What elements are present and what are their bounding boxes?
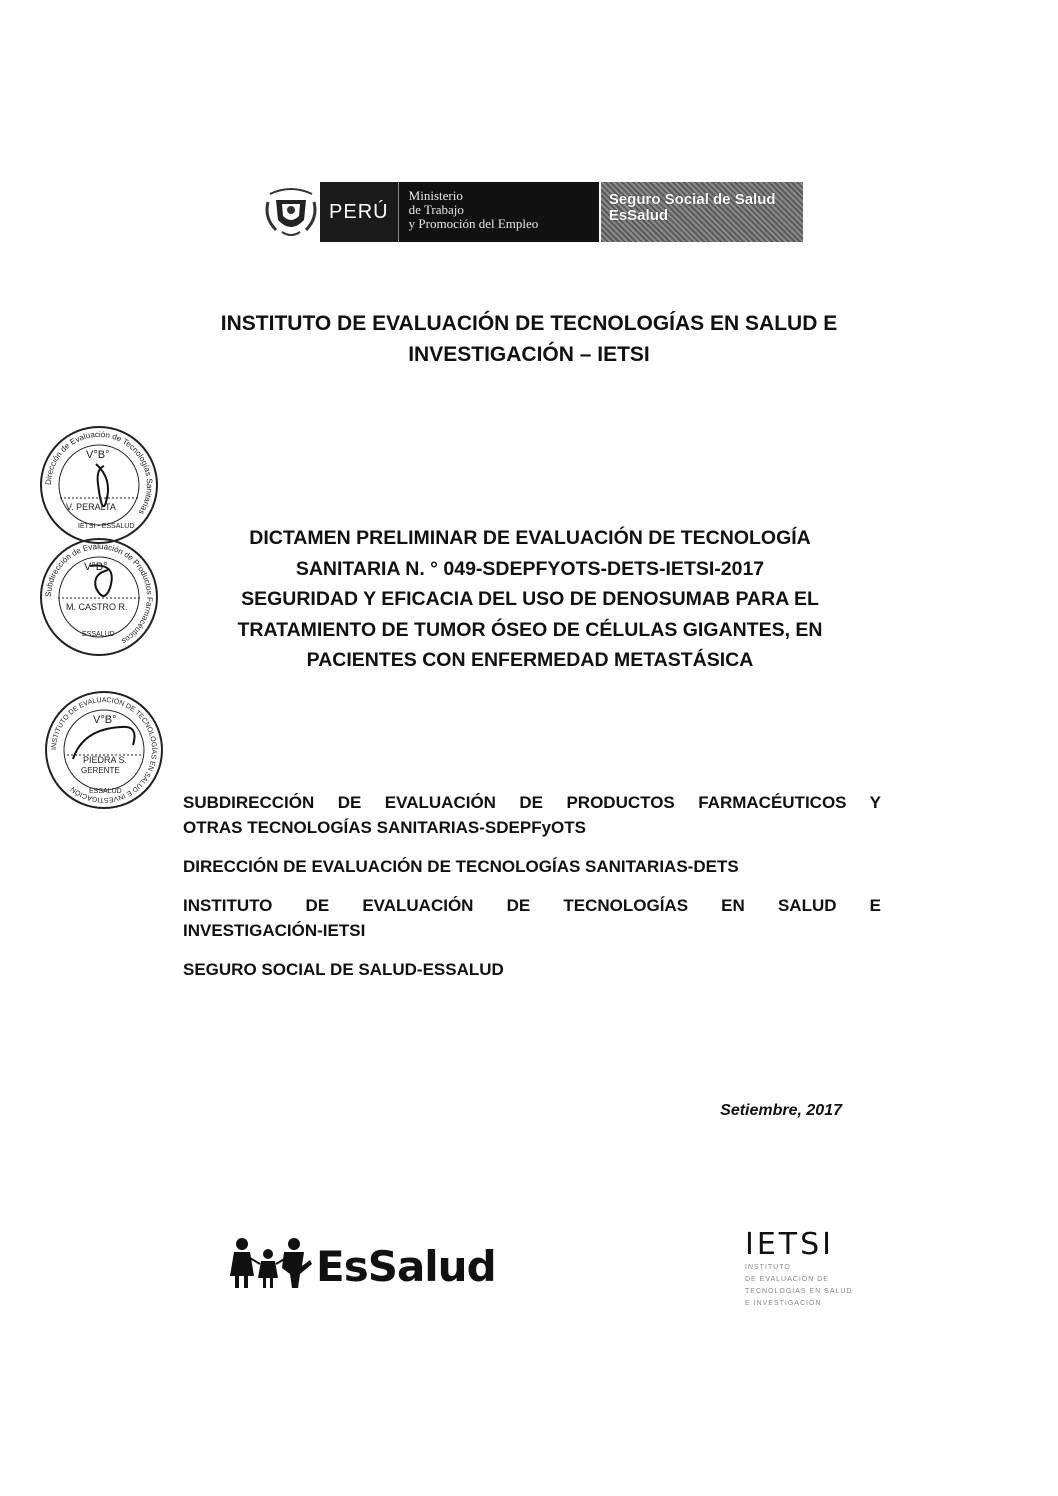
stamp-ring-text: Subdirección de Evaluación de Productos Farmacéuticos (43, 541, 155, 646)
ietsi-subtitle-line: DE EVALUACIÓN DE (745, 1276, 829, 1283)
stamp-vb: V°B° (93, 714, 117, 726)
stamp-role: GERENTE (81, 766, 120, 775)
ministry-line: de Trabajo (408, 202, 464, 217)
ietsi-wordmark: IETSI (745, 1227, 835, 1262)
department-line: INVESTIGACIÓN-IETSI (183, 921, 366, 940)
ministry-label (398, 182, 599, 242)
departments-list (183, 790, 881, 996)
stamp-vb: V°B° (86, 449, 110, 461)
document-title-line: TRATAMIENTO DE TUMOR ÓSEO DE CÉLULAS GIGANTES, EN (237, 618, 823, 641)
department-item (183, 957, 881, 982)
document-date: Setiembre, 2017 (720, 1102, 842, 1119)
stamp-bottom: IETSI - ESSALUD (78, 523, 135, 530)
department-item (183, 893, 881, 943)
stamp-ring-text: Dirección de Evaluación de Tecnologías Sanitarias (43, 429, 155, 517)
institute-title (150, 308, 908, 370)
ietsi-subtitle-line: E INVESTIGACIÓN (745, 1300, 822, 1307)
ietsi-subtitle-line: INSTITUTO (745, 1264, 791, 1271)
government-banner (262, 182, 803, 242)
ietsi-logo (745, 1227, 855, 1308)
essalud-wordmark: EsSalud (316, 1242, 496, 1291)
approval-stamp (43, 689, 165, 811)
stamp-ring-text: INSTITUTO DE EVALUACIÓN DE TECNOLOGÍAS EN SALUD E INVESTIGACIÓN (50, 696, 158, 804)
family-icon (228, 1236, 312, 1288)
approval-stamp (38, 536, 160, 658)
coat-of-arms-icon (262, 182, 320, 242)
stamp-name: V. PERALTA (66, 502, 116, 512)
department-item (183, 790, 881, 840)
essalud-logo (228, 1222, 496, 1291)
document-title-line: DICTAMEN PRELIMINAR DE EVALUACIÓN DE TECNOLOGÍA (249, 527, 811, 549)
stamp-bottom: ESSALUD (89, 788, 122, 795)
essalud-banner-line: Seguro Social de Salud (608, 191, 776, 208)
document-title (180, 523, 880, 676)
document-title-line: SEGURIDAD Y EFICACIA DEL USO DE DENOSUMAB PARA EL (241, 588, 819, 610)
stamp-name: M. CASTRO R. (66, 602, 128, 612)
document-title-line: SANITARIA N. ° 049-SDEPFYOTS-DETS-IETSI-2017 (295, 557, 765, 580)
department-line: OTRAS TECNOLOGÍAS SANITARIAS-SDEPFyOTS (183, 818, 586, 837)
ministry-line: Ministerio (408, 188, 463, 203)
approval-stamp (38, 424, 160, 546)
stamp-vb: V°B° (84, 561, 108, 573)
ministry-line: y Promoción del Empleo (408, 216, 539, 231)
stamp-name: PIEDRA S. (83, 755, 128, 765)
department-line: DIRECCIÓN DE EVALUACIÓN DE TECNOLOGÍAS SANITARIAS-DETS (183, 857, 739, 876)
ietsi-subtitle-line: TECNOLOGÍAS EN SALUD (745, 1288, 853, 1295)
institute-title-line: INSTITUTO DE EVALUACIÓN DE TECNOLOGÍAS EN SALUD E (220, 312, 838, 335)
essalud-banner-line: EsSalud (608, 207, 669, 224)
institute-title-line: INVESTIGACIÓN – IETSI (408, 343, 650, 366)
department-line: SUBDIRECCIÓN DE EVALUACIÓN DE PRODUCTOS FARMACÉUTICOS Y (183, 793, 881, 812)
department-line: INSTITUTO DE EVALUACIÓN DE TECNOLOGÍAS EN SALUD E (183, 896, 881, 915)
stamp-bottom: ESSALUD (82, 631, 115, 638)
department-item (183, 854, 881, 879)
department-line: SEGURO SOCIAL DE SALUD-ESSALUD (183, 960, 504, 979)
essalud-banner-label (601, 182, 803, 242)
peru-label: PERÚ (320, 182, 398, 242)
document-title-line: PACIENTES CON ENFERMEDAD METASTÁSICA (306, 649, 754, 671)
